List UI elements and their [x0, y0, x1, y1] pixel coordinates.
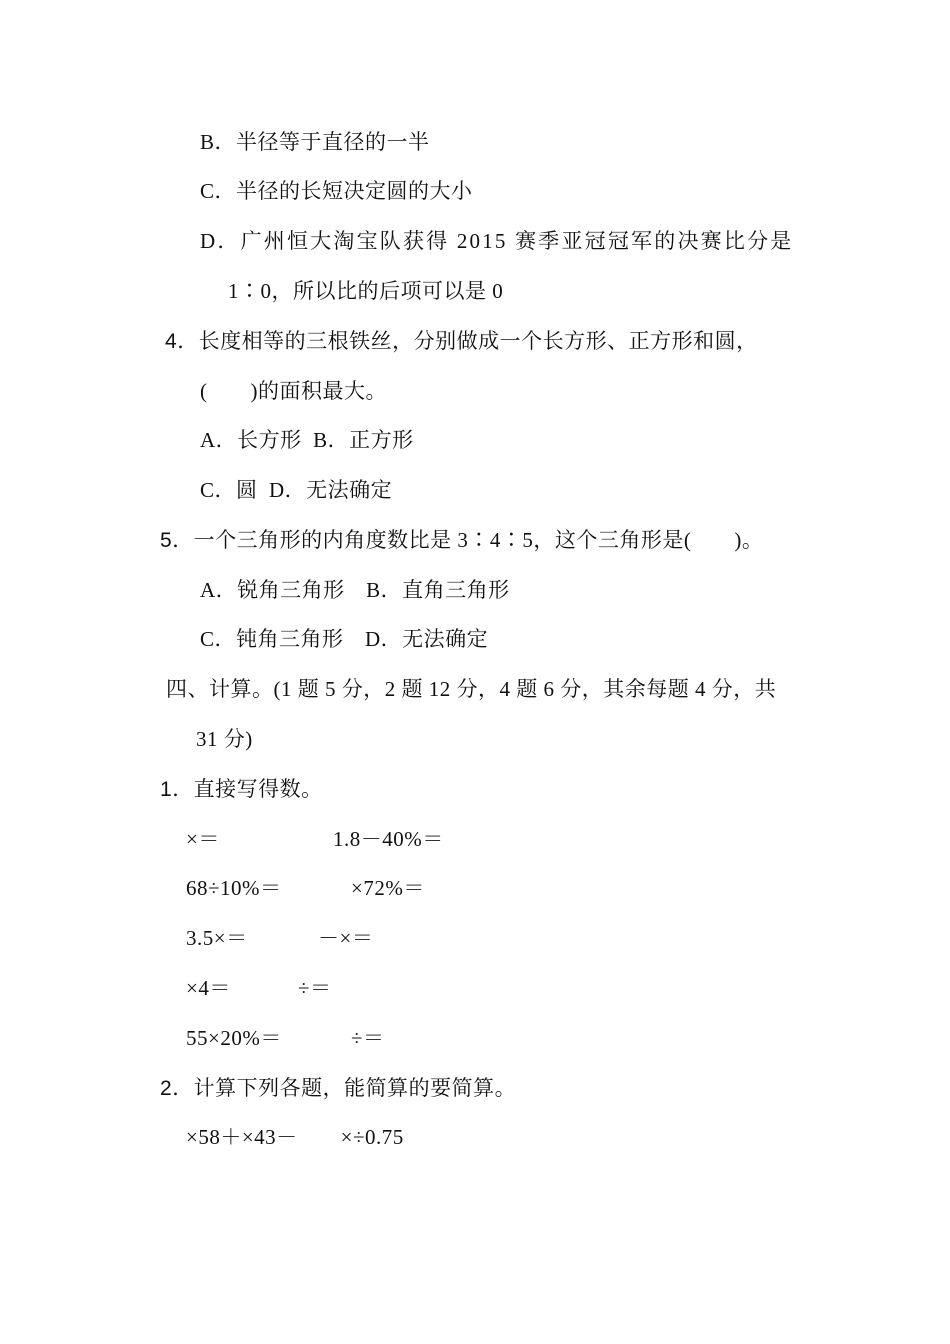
q5-options-row2: C．钝角三角形 D．无法确定	[200, 627, 489, 651]
q4-options-row1: A．长方形 B．正方形	[200, 428, 414, 452]
calc1-row5-right: ÷＝	[351, 1026, 385, 1050]
q3-option-d-line2: 1∶0，所以比的后项可以是 0	[228, 279, 504, 303]
calc1-row4-left: ×4＝	[186, 976, 231, 1000]
q4-stem-text: ．长度相等的三根铁丝，分别做成一个长方形、正方形和圆，	[177, 329, 758, 353]
q5-number: 5	[160, 529, 173, 552]
section4-heading-line2: 31 分)	[196, 727, 253, 751]
calc2-title-text: ．计算下列各题，能简算的要简算。	[172, 1076, 517, 1100]
q3-option-d-line1: D．广州恒大淘宝队获得 2015 赛季亚冠冠军的决赛比分是	[200, 229, 794, 253]
q4-stem-line1	[165, 327, 758, 356]
q3-option-c: C．半径的长短决定圆的大小	[200, 179, 473, 203]
q5-stem-text: ．一个三角形的内角度数比是 3∶4∶5，这个三角形是( )。	[172, 528, 764, 552]
q4-options-row2: C．圆 D．无法确定	[200, 478, 393, 502]
calc1-row2-left: 68÷10%＝	[186, 876, 282, 900]
calc2-number: 2	[160, 1077, 173, 1100]
section4-heading-line1: 四、计算。(1 题 5 分，2 题 12 分，4 题 6 分，其余每题 4 分，共	[166, 677, 777, 701]
calc1-row4-right: ÷＝	[298, 976, 332, 1000]
calc1-title-text: ．直接写得数。	[172, 777, 323, 801]
calc1-row2-right: ×72%＝	[351, 876, 425, 900]
calc2-title	[160, 1074, 516, 1103]
calc1-row3-left: 3.5×＝	[186, 926, 248, 950]
calc1-number: 1	[160, 778, 173, 801]
q4-number: 4	[165, 330, 178, 353]
q4-stem-line2: ( )的面积最大。	[200, 379, 387, 403]
q5-stem	[160, 526, 763, 555]
calc1-row5-left: 55×20%＝	[186, 1026, 282, 1050]
calc2-row1: ×58＋×43－ ×÷0.75	[186, 1125, 404, 1149]
calc1-row1-right: 1.8－40%＝	[333, 827, 444, 851]
q3-option-b: B．半径等于直径的一半	[200, 130, 430, 154]
calc1-title	[160, 775, 323, 804]
calc1-row1-left: ×＝	[186, 827, 220, 851]
calc1-row3-right: －×＝	[318, 926, 374, 950]
q5-options-row1: A．锐角三角形 B．直角三角形	[200, 578, 510, 602]
